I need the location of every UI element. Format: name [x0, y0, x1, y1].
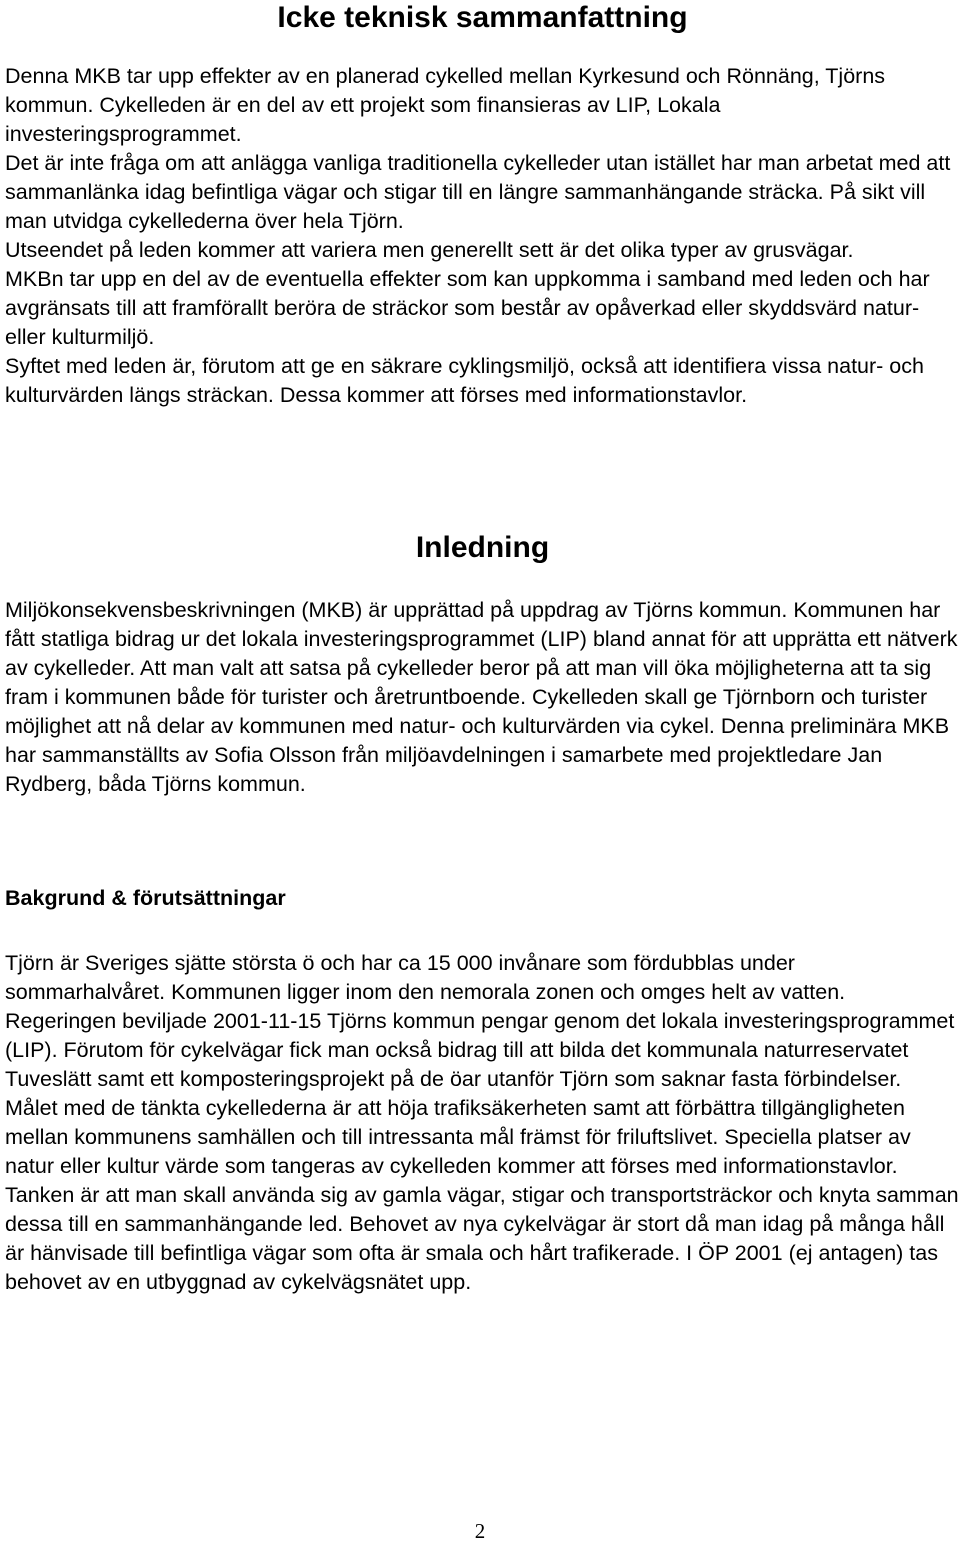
summary-title: Icke teknisk sammanfattning [277, 1, 688, 34]
intro-paragraph: Miljökonsekvensbeskrivningen (MKB) är upprättad på uppdrag av Tjörns kommun. Kommunen har fått statliga bidrag ur det lokala investeringsprogrammet (LIP) bland annat för att upprätta ett nätverk av cykelleder. Att man valt att satsa på cykelleder beror på att man vill öka möjligheterna att ta sig fram i kommunen både för turister och åretruntboende. Cykelleden skall ge Tjörnborn och turister möjlighet att nå delar av kommunen med natur- och kulturvärden via cykel. Denna preliminära MKB har sammanställts av Sofia Olsson från miljöavdelningen i samarbete med projektledare Jan Rydberg, båda Tjörns kommun. [5, 598, 958, 796]
background-paragraph: Målet med de tänkta cykellederna är att höja trafiksäkerheten samt att förbättra tillgängligheten mellan kommunens samhällen och till intressanta mål främst för friluftslivet. Speciella platser av natur eller kultur värde som tangeras av cykelleden kommer att förses med informationstavlor. [5, 1096, 911, 1178]
page-number: 2 [474, 1519, 486, 1543]
summary-paragraph: Det är inte fråga om att anlägga vanliga traditionella cykelleder utan istället har man arbetat med att sammanlänka idag befintliga vägar och stigar till en längre sammanhängande sträcka. På sikt vill man utvidga cykellederna över hela Tjörn. [5, 151, 951, 233]
intro-section [5, 530, 960, 799]
summary-paragraph: Syftet med leden är, förutom att ge en säkrare cyklingsmiljö, också att identifiera vissa natur- och kulturvärden längs sträckan. Dessa kommer att förses med informationstavlor. [5, 354, 924, 407]
summary-paragraph: Denna MKB tar upp effekter av en planerad cykelled mellan Kyrkesund och Rönnäng, Tjörns kommun. Cykelleden är en del av ett projekt som finansieras av LIP, Lokala investeringsprogrammet. [5, 64, 886, 146]
summary-section [5, 0, 960, 410]
summary-paragraph: Utseendet på leden kommer att variera men generellt sett är det olika typer av grusvägar. [5, 238, 854, 262]
background-paragraph: Tanken är att man skall använda sig av gamla vägar, stigar och transportsträckor och knyta samman dessa till en sammanhängande led. Behovet av nya cykelvägar är stort då man idag på många håll är hänvisade till befintliga vägar som ofta är smala och hårt trafikerade. I ÖP 2001 (ej antagen) tas behovet av en utbyggnad av cykelvägsnätet upp. [5, 1183, 959, 1294]
summary-paragraph: MKBn tar upp en del av de eventuella effekter som kan uppkomma i samband med leden och har avgränsats till att framförallt beröra de sträckor som består av opåverkad eller skyddsvärd natur- eller kulturmiljö. [5, 267, 930, 349]
background-paragraph: Tjörn är Sveriges sjätte största ö och har ca 15 000 invånare som fördubblas under sommarhalvåret. Kommunen ligger inom den nemorala zonen och omges helt av vatten. Regeringen beviljade 2001-11-15 Tjörns kommun pengar genom det lokala investeringsprogrammet (LIP). Förutom för cykelvägar fick man också bidrag till att bilda det kommunala naturreservatet Tuveslätt samt ett komposteringsprojekt på de öar utanför Tjörn som saknar fasta förbindelser. [5, 951, 955, 1091]
intro-title: Inledning [415, 531, 550, 564]
background-section [5, 884, 960, 1297]
background-title: Bakgrund & förutsättningar [5, 886, 286, 910]
